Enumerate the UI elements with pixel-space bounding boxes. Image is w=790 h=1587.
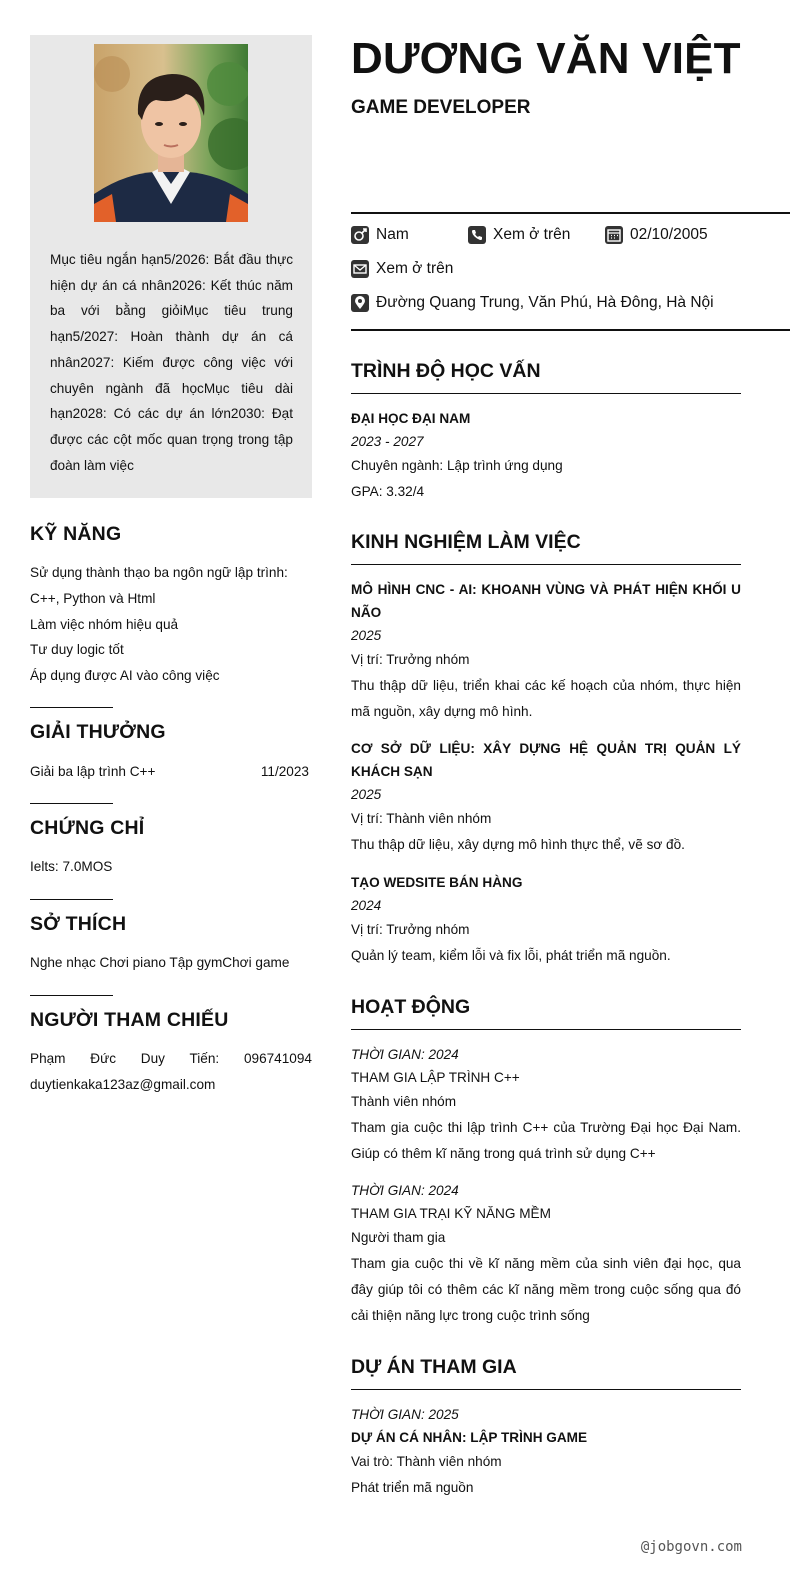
watermark: @jobgovn.com bbox=[640, 1539, 742, 1555]
activity-item bbox=[351, 1043, 741, 1166]
project-desc: Phát triển mã nguồn bbox=[351, 1479, 474, 1495]
education-section bbox=[351, 360, 741, 505]
profile-photo-image bbox=[94, 44, 248, 222]
project-time: THỜI GIAN: 2025 bbox=[351, 1407, 459, 1422]
address-value: Đường Quang Trung, Văn Phú, Hà Đông, Hà Nội bbox=[376, 294, 714, 311]
school-name: ĐẠI HỌC ĐẠI NAM bbox=[351, 411, 471, 426]
section-title: KINH NGHIỆM LÀM VIỆC bbox=[351, 531, 741, 565]
experience-desc: Quản lý team, kiểm lỗi và fix lỗi, phát triển mã nguồn. bbox=[351, 947, 671, 963]
activity-desc: Tham gia cuộc thi về kĩ năng mềm của sinh viên đại học, qua đây giúp tôi có thêm các kĩ năng mềm trong cuộc sống qua đó cải thiện năng lực trong cuộc trình sống bbox=[351, 1256, 741, 1323]
section-title: GIẢI THƯỞNG bbox=[30, 721, 166, 743]
education-major: Chuyên ngành: Lập trình ứng dụng bbox=[351, 458, 563, 473]
hobbies-text: Nghe nhạc Chơi piano Tập gymChơi game bbox=[30, 955, 290, 970]
skill-item: Tư duy logic tốt bbox=[30, 642, 124, 658]
section-title: HOẠT ĐỘNG bbox=[351, 996, 741, 1030]
gender-info bbox=[351, 226, 409, 244]
divider bbox=[30, 899, 113, 900]
project-name: DỰ ÁN CÁ NHÂN: LẬP TRÌNH GAME bbox=[351, 1430, 588, 1445]
career-objective: Mục tiêu ngắn hạn5/2026: Bắt đầu thực hiện dự án cá nhân2026: Kết thúc năm ba với bằng giỏiMục tiêu trung hạn5/2027: Hoàn thành dự án cá nhân2027: Kiếm được công việc với chuyên ngành đã họcMục tiêu dài hạn2028: Có các dự án lớn2030: Đạt được các cột mốc quan trọng trong tập đoàn làm việc bbox=[50, 252, 293, 473]
certificates-section bbox=[30, 817, 312, 880]
experience-role: Vị trí: Trưởng nhóm bbox=[351, 921, 470, 937]
award-item bbox=[30, 764, 309, 779]
calendar-icon bbox=[605, 226, 623, 244]
experience-name: TẠO WEDSITE BÁN HÀNG bbox=[351, 874, 523, 890]
activity-time: THỜI GIAN: 2024 bbox=[351, 1183, 459, 1199]
activity-name: THAM GIA TRẠI KỸ NĂNG MỀM bbox=[351, 1206, 551, 1222]
experience-year: 2024 bbox=[351, 897, 382, 913]
section-title: TRÌNH ĐỘ HỌC VẤN bbox=[351, 360, 741, 394]
experience-year: 2025 bbox=[351, 787, 382, 803]
experience-name: CƠ SỞ DỮ LIỆU: XÂY DỰNG HỆ QUẢN TRỊ QUẢN LÝ KHÁCH SẠN bbox=[351, 741, 741, 780]
gender-icon bbox=[351, 226, 369, 244]
left-column bbox=[30, 35, 312, 1092]
activity-name: THAM GIA LẬP TRÌNH C++ bbox=[351, 1070, 520, 1085]
experience-role: Vị trí: Thành viên nhóm bbox=[351, 811, 492, 827]
email-icon bbox=[351, 260, 369, 278]
phone-info bbox=[468, 226, 570, 244]
experience-name: MÔ HÌNH CNC - AI: KHOANH VÙNG VÀ PHÁT HIỆN KHỐI U NÃO bbox=[351, 582, 741, 620]
divider bbox=[30, 707, 113, 708]
education-period: 2023 - 2027 bbox=[351, 434, 424, 449]
info-bottom-rule bbox=[351, 329, 790, 331]
info-top-rule bbox=[351, 212, 790, 214]
projects-section bbox=[351, 1356, 741, 1501]
address-info bbox=[351, 294, 714, 312]
certificate-item: Ielts: 7.0MOS bbox=[30, 859, 113, 874]
section-title: CHỨNG CHỈ bbox=[30, 817, 145, 839]
section-title: SỞ THÍCH bbox=[30, 913, 127, 935]
section-title: KỸ NĂNG bbox=[30, 523, 122, 545]
profile-box bbox=[30, 35, 312, 498]
experience-desc: Thu thập dữ liệu, triển khai các kế hoạch của nhóm, thực hiện mã nguồn, xây dựng mô hình. bbox=[351, 677, 741, 719]
experience-desc: Thu thập dữ liệu, xây dựng mô hình thực thể, vẽ sơ đồ. bbox=[351, 837, 685, 853]
divider bbox=[30, 803, 113, 804]
candidate-name: DƯƠNG VĂN VIỆT bbox=[351, 34, 741, 83]
activity-item bbox=[351, 1179, 741, 1328]
award-date: 11/2023 bbox=[260, 764, 309, 779]
experience-item bbox=[351, 871, 741, 969]
gender-value: Nam bbox=[376, 226, 409, 243]
skill-item: Áp dụng được AI vào công việc bbox=[30, 668, 220, 684]
location-pin-icon bbox=[351, 294, 369, 312]
experience-item bbox=[351, 737, 741, 858]
email-info bbox=[351, 260, 453, 278]
section-title: NGƯỜI THAM CHIẾU bbox=[30, 1009, 229, 1031]
experience-item bbox=[351, 578, 741, 724]
divider bbox=[30, 995, 113, 996]
project-item bbox=[351, 1403, 741, 1501]
experience-role: Vị trí: Trưởng nhóm bbox=[351, 652, 470, 667]
awards-section bbox=[30, 721, 312, 779]
hobbies-section bbox=[30, 913, 312, 976]
activity-role: Người tham gia bbox=[351, 1230, 446, 1246]
award-name: Giải ba lập trình C++ bbox=[30, 764, 156, 779]
email-value: Xem ở trên bbox=[376, 260, 454, 277]
profile-photo bbox=[94, 44, 248, 222]
activity-desc: Tham gia cuộc thi lập trình C++ của Trường Đại học Đại Nam. Giúp có thêm kĩ năng trong quá trình sử dụng C++ bbox=[351, 1119, 741, 1161]
skill-item: Làm việc nhóm hiệu quả bbox=[30, 616, 179, 632]
skills-section bbox=[30, 523, 312, 689]
activities-section bbox=[351, 996, 741, 1329]
activity-time: THỜI GIAN: 2024 bbox=[351, 1047, 459, 1062]
reference-text: Phạm Đức Duy Tiến: 096741094 duytienkaka123az@gmail.com bbox=[30, 1051, 312, 1092]
activity-role: Thành viên nhóm bbox=[351, 1094, 457, 1109]
education-gpa: GPA: 3.32/4 bbox=[351, 483, 425, 499]
phone-icon bbox=[468, 226, 486, 244]
experience-year: 2025 bbox=[351, 628, 382, 643]
project-role: Vai trò: Thành viên nhóm bbox=[351, 1454, 502, 1469]
references-section bbox=[30, 1009, 312, 1098]
birthday-info bbox=[605, 226, 708, 244]
phone-value: Xem ở trên bbox=[493, 226, 571, 243]
birthday-value: 02/10/2005 bbox=[630, 226, 708, 243]
experience-section bbox=[351, 531, 741, 969]
section-title: DỰ ÁN THAM GIA bbox=[351, 1356, 741, 1390]
job-title: GAME DEVELOPER bbox=[351, 97, 531, 118]
skill-item: Sử dụng thành thạo ba ngôn ngữ lập trình: C++, Python và Html bbox=[30, 565, 288, 606]
